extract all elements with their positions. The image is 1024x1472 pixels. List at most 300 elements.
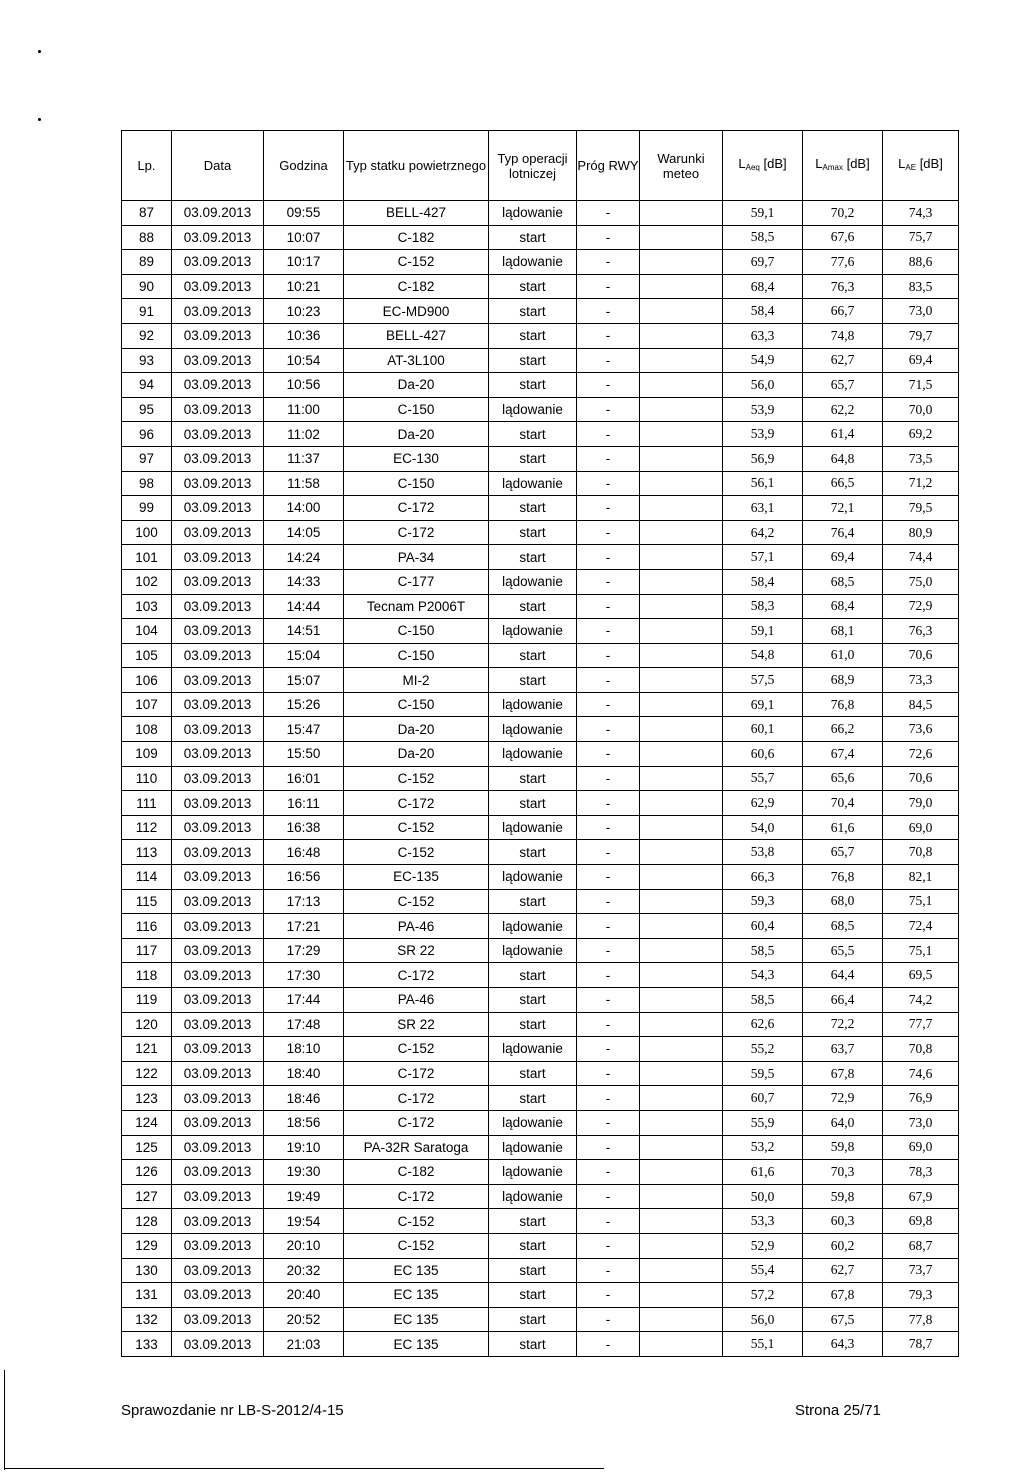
cell-prog: - <box>577 1307 640 1332</box>
cell-godzina: 11:58 <box>264 471 344 496</box>
cell-lp: 87 <box>122 201 172 226</box>
cell-lamax: 67,4 <box>803 742 883 767</box>
cell-prog: - <box>577 201 640 226</box>
cell-typ-operacji: start <box>489 889 577 914</box>
table-row <box>122 569 959 594</box>
cell-lamax: 68,0 <box>803 889 883 914</box>
cell-typ-statku: C-152 <box>344 889 489 914</box>
cell-data: 03.09.2013 <box>172 545 264 570</box>
cell-typ-operacji: lądowanie <box>489 938 577 963</box>
cell-typ-statku: C-150 <box>344 397 489 422</box>
cell-typ-statku: C-172 <box>344 1061 489 1086</box>
cell-typ-statku: Da-20 <box>344 742 489 767</box>
cell-data: 03.09.2013 <box>172 1086 264 1111</box>
cell-data: 03.09.2013 <box>172 299 264 324</box>
cell-typ-operacji: start <box>489 840 577 865</box>
cell-typ-operacji: lądowanie <box>489 1184 577 1209</box>
cell-lamax: 64,0 <box>803 1110 883 1135</box>
cell-lp: 112 <box>122 815 172 840</box>
cell-lae: 69,8 <box>883 1209 959 1234</box>
cell-warunki <box>640 963 723 988</box>
cell-lamax: 68,5 <box>803 569 883 594</box>
cell-lamax: 62,2 <box>803 397 883 422</box>
col-header-prog: Próg RWY <box>577 131 640 201</box>
cell-laeq: 60,7 <box>723 1086 803 1111</box>
cell-prog: - <box>577 963 640 988</box>
cell-prog: - <box>577 692 640 717</box>
cell-lae: 68,7 <box>883 1233 959 1258</box>
cell-prog: - <box>577 1258 640 1283</box>
cell-typ-operacji: start <box>489 323 577 348</box>
scan-speck <box>38 50 41 53</box>
cell-data: 03.09.2013 <box>172 1332 264 1357</box>
cell-lamax: 66,5 <box>803 471 883 496</box>
cell-godzina: 19:49 <box>264 1184 344 1209</box>
cell-laeq: 59,3 <box>723 889 803 914</box>
cell-typ-statku: C-172 <box>344 1086 489 1111</box>
table-row <box>122 865 959 890</box>
cell-lae: 74,6 <box>883 1061 959 1086</box>
cell-typ-statku: PA-32R Saratoga <box>344 1135 489 1160</box>
cell-warunki <box>640 496 723 521</box>
col-header-lae <box>883 131 959 201</box>
cell-godzina: 17:30 <box>264 963 344 988</box>
cell-warunki <box>640 840 723 865</box>
cell-lamax: 59,8 <box>803 1135 883 1160</box>
cell-prog: - <box>577 1332 640 1357</box>
table-row <box>122 643 959 668</box>
cell-laeq: 55,2 <box>723 1037 803 1062</box>
cell-lae: 83,5 <box>883 274 959 299</box>
cell-lae: 69,5 <box>883 963 959 988</box>
cell-godzina: 15:47 <box>264 717 344 742</box>
cell-godzina: 17:48 <box>264 1012 344 1037</box>
cell-lae: 78,7 <box>883 1332 959 1357</box>
cell-lp: 95 <box>122 397 172 422</box>
table-row <box>122 717 959 742</box>
cell-lae: 82,1 <box>883 865 959 890</box>
cell-typ-operacji: start <box>489 1061 577 1086</box>
cell-laeq: 68,4 <box>723 274 803 299</box>
cell-typ-operacji: start <box>489 963 577 988</box>
cell-godzina: 18:10 <box>264 1037 344 1062</box>
cell-lp: 88 <box>122 225 172 250</box>
table-row <box>122 692 959 717</box>
cell-typ-statku: BELL-427 <box>344 323 489 348</box>
cell-prog: - <box>577 471 640 496</box>
table-row <box>122 815 959 840</box>
cell-data: 03.09.2013 <box>172 348 264 373</box>
cell-data: 03.09.2013 <box>172 250 264 275</box>
cell-godzina: 19:30 <box>264 1160 344 1185</box>
cell-lamax: 67,8 <box>803 1061 883 1086</box>
cell-godzina: 19:54 <box>264 1209 344 1234</box>
cell-data: 03.09.2013 <box>172 1061 264 1086</box>
cell-warunki <box>640 643 723 668</box>
cell-data: 03.09.2013 <box>172 1258 264 1283</box>
cell-lae: 71,2 <box>883 471 959 496</box>
cell-warunki <box>640 938 723 963</box>
cell-prog: - <box>577 1160 640 1185</box>
cell-lamax: 64,4 <box>803 963 883 988</box>
cell-laeq: 58,3 <box>723 594 803 619</box>
cell-laeq: 54,8 <box>723 643 803 668</box>
cell-typ-operacji: lądowanie <box>489 865 577 890</box>
cell-godzina: 16:56 <box>264 865 344 890</box>
cell-lae: 79,3 <box>883 1283 959 1308</box>
cell-typ-operacji: start <box>489 348 577 373</box>
cell-typ-operacji: start <box>489 545 577 570</box>
cell-warunki <box>640 274 723 299</box>
cell-lamax: 67,8 <box>803 1283 883 1308</box>
cell-lae: 79,0 <box>883 791 959 816</box>
table-row <box>122 594 959 619</box>
cell-typ-operacji: start <box>489 422 577 447</box>
cell-laeq: 59,1 <box>723 201 803 226</box>
lamax-symbol: L <box>815 156 823 171</box>
cell-lae: 69,4 <box>883 348 959 373</box>
cell-lp: 90 <box>122 274 172 299</box>
cell-typ-operacji: start <box>489 1332 577 1357</box>
cell-typ-statku: C-172 <box>344 963 489 988</box>
cell-typ-operacji: lądowanie <box>489 569 577 594</box>
table-row <box>122 274 959 299</box>
cell-lp: 104 <box>122 619 172 644</box>
cell-lae: 73,6 <box>883 717 959 742</box>
cell-lae: 69,0 <box>883 815 959 840</box>
cell-typ-operacji: start <box>489 373 577 398</box>
table-row <box>122 840 959 865</box>
cell-godzina: 18:46 <box>264 1086 344 1111</box>
cell-lp: 99 <box>122 496 172 521</box>
scan-bottom-line <box>4 1468 604 1469</box>
cell-godzina: 14:44 <box>264 594 344 619</box>
table-row <box>122 938 959 963</box>
cell-data: 03.09.2013 <box>172 446 264 471</box>
cell-prog: - <box>577 422 640 447</box>
cell-warunki <box>640 1307 723 1332</box>
cell-laeq: 55,9 <box>723 1110 803 1135</box>
cell-lae: 73,7 <box>883 1258 959 1283</box>
cell-lae: 75,1 <box>883 938 959 963</box>
col-header-laeq <box>723 131 803 201</box>
cell-laeq: 53,3 <box>723 1209 803 1234</box>
cell-prog: - <box>577 815 640 840</box>
cell-lae: 75,0 <box>883 569 959 594</box>
cell-warunki <box>640 323 723 348</box>
cell-laeq: 50,0 <box>723 1184 803 1209</box>
cell-typ-statku: EC 135 <box>344 1258 489 1283</box>
laeq-unit: [dB] <box>759 156 787 171</box>
cell-typ-statku: C-150 <box>344 692 489 717</box>
cell-laeq: 58,4 <box>723 299 803 324</box>
cell-prog: - <box>577 348 640 373</box>
laeq-symbol: L <box>738 156 746 171</box>
cell-warunki <box>640 791 723 816</box>
table-row <box>122 545 959 570</box>
cell-typ-statku: C-152 <box>344 840 489 865</box>
cell-laeq: 58,5 <box>723 938 803 963</box>
cell-warunki <box>640 889 723 914</box>
cell-prog: - <box>577 594 640 619</box>
cell-lamax: 68,9 <box>803 668 883 693</box>
cell-lp: 125 <box>122 1135 172 1160</box>
cell-typ-statku: C-172 <box>344 496 489 521</box>
table-row <box>122 446 959 471</box>
cell-lamax: 72,9 <box>803 1086 883 1111</box>
cell-lae: 69,0 <box>883 1135 959 1160</box>
cell-prog: - <box>577 889 640 914</box>
cell-lp: 93 <box>122 348 172 373</box>
cell-typ-operacji: start <box>489 1233 577 1258</box>
cell-typ-statku: EC 135 <box>344 1283 489 1308</box>
cell-typ-operacji: start <box>489 1258 577 1283</box>
cell-data: 03.09.2013 <box>172 1209 264 1234</box>
cell-data: 03.09.2013 <box>172 1307 264 1332</box>
cell-lp: 101 <box>122 545 172 570</box>
cell-lp: 127 <box>122 1184 172 1209</box>
table-row <box>122 225 959 250</box>
cell-lamax: 65,5 <box>803 938 883 963</box>
cell-warunki <box>640 299 723 324</box>
table-row <box>122 520 959 545</box>
cell-prog: - <box>577 717 640 742</box>
cell-laeq: 66,3 <box>723 865 803 890</box>
cell-typ-operacji: start <box>489 643 577 668</box>
cell-typ-statku: C-182 <box>344 274 489 299</box>
cell-lp: 119 <box>122 988 172 1013</box>
cell-godzina: 11:02 <box>264 422 344 447</box>
table-row <box>122 496 959 521</box>
table-row <box>122 1110 959 1135</box>
cell-warunki <box>640 1184 723 1209</box>
cell-typ-operacji: lądowanie <box>489 201 577 226</box>
cell-typ-operacji: start <box>489 1086 577 1111</box>
table-row <box>122 889 959 914</box>
cell-lae: 69,2 <box>883 422 959 447</box>
cell-lp: 126 <box>122 1160 172 1185</box>
cell-lae: 70,0 <box>883 397 959 422</box>
cell-data: 03.09.2013 <box>172 1110 264 1135</box>
cell-prog: - <box>577 766 640 791</box>
cell-warunki <box>640 520 723 545</box>
cell-warunki <box>640 865 723 890</box>
lamax-unit: [dB] <box>842 156 870 171</box>
cell-lae: 80,9 <box>883 520 959 545</box>
cell-laeq: 56,0 <box>723 373 803 398</box>
cell-lp: 89 <box>122 250 172 275</box>
table-row <box>122 619 959 644</box>
cell-lamax: 65,7 <box>803 840 883 865</box>
cell-godzina: 15:07 <box>264 668 344 693</box>
cell-laeq: 60,4 <box>723 914 803 939</box>
cell-typ-statku: EC 135 <box>344 1332 489 1357</box>
cell-godzina: 10:23 <box>264 299 344 324</box>
cell-typ-statku: C-182 <box>344 225 489 250</box>
cell-lamax: 61,4 <box>803 422 883 447</box>
cell-lp: 129 <box>122 1233 172 1258</box>
cell-godzina: 17:44 <box>264 988 344 1013</box>
cell-data: 03.09.2013 <box>172 692 264 717</box>
cell-lp: 108 <box>122 717 172 742</box>
cell-lae: 72,4 <box>883 914 959 939</box>
cell-lp: 107 <box>122 692 172 717</box>
cell-prog: - <box>577 520 640 545</box>
scan-margin-line <box>4 1370 5 1470</box>
cell-lp: 120 <box>122 1012 172 1037</box>
cell-prog: - <box>577 1086 640 1111</box>
cell-lae: 75,1 <box>883 889 959 914</box>
cell-typ-statku: C-150 <box>344 643 489 668</box>
cell-laeq: 54,3 <box>723 963 803 988</box>
cell-typ-operacji: lądowanie <box>489 742 577 767</box>
cell-prog: - <box>577 742 640 767</box>
cell-typ-statku: C-152 <box>344 815 489 840</box>
cell-warunki <box>640 397 723 422</box>
cell-laeq: 57,2 <box>723 1283 803 1308</box>
cell-prog: - <box>577 1233 640 1258</box>
table-row <box>122 1307 959 1332</box>
cell-laeq: 59,5 <box>723 1061 803 1086</box>
cell-typ-statku: C-152 <box>344 766 489 791</box>
cell-godzina: 14:51 <box>264 619 344 644</box>
table-row <box>122 1086 959 1111</box>
cell-godzina: 10:07 <box>264 225 344 250</box>
table-row <box>122 742 959 767</box>
cell-prog: - <box>577 1209 640 1234</box>
cell-godzina: 18:56 <box>264 1110 344 1135</box>
cell-godzina: 21:03 <box>264 1332 344 1357</box>
cell-warunki <box>640 914 723 939</box>
table-row <box>122 397 959 422</box>
cell-lp: 124 <box>122 1110 172 1135</box>
cell-lamax: 70,2 <box>803 201 883 226</box>
cell-lp: 96 <box>122 422 172 447</box>
table-row <box>122 914 959 939</box>
col-header-lp: Lp. <box>122 131 172 201</box>
cell-godzina: 10:21 <box>264 274 344 299</box>
table-row <box>122 299 959 324</box>
cell-lamax: 67,5 <box>803 1307 883 1332</box>
cell-lp: 91 <box>122 299 172 324</box>
cell-lae: 70,8 <box>883 840 959 865</box>
cell-typ-statku: EC-130 <box>344 446 489 471</box>
table-row <box>122 988 959 1013</box>
cell-data: 03.09.2013 <box>172 1283 264 1308</box>
cell-laeq: 62,6 <box>723 1012 803 1037</box>
cell-lamax: 76,8 <box>803 692 883 717</box>
cell-data: 03.09.2013 <box>172 594 264 619</box>
cell-godzina: 20:52 <box>264 1307 344 1332</box>
cell-typ-operacji: lądowanie <box>489 471 577 496</box>
table-row <box>122 791 959 816</box>
cell-lae: 88,6 <box>883 250 959 275</box>
cell-lamax: 59,8 <box>803 1184 883 1209</box>
cell-godzina: 20:32 <box>264 1258 344 1283</box>
scan-speck <box>38 118 41 121</box>
cell-prog: - <box>577 569 640 594</box>
cell-typ-operacji: start <box>489 520 577 545</box>
cell-lp: 128 <box>122 1209 172 1234</box>
cell-laeq: 62,9 <box>723 791 803 816</box>
cell-lamax: 66,7 <box>803 299 883 324</box>
cell-warunki <box>640 988 723 1013</box>
cell-typ-statku: C-152 <box>344 1209 489 1234</box>
cell-typ-operacji: start <box>489 791 577 816</box>
cell-typ-operacji: start <box>489 668 577 693</box>
cell-laeq: 64,2 <box>723 520 803 545</box>
cell-lae: 74,4 <box>883 545 959 570</box>
cell-data: 03.09.2013 <box>172 742 264 767</box>
cell-typ-statku: Da-20 <box>344 373 489 398</box>
table-row <box>122 1184 959 1209</box>
cell-godzina: 11:00 <box>264 397 344 422</box>
cell-laeq: 58,5 <box>723 225 803 250</box>
cell-typ-operacji: start <box>489 274 577 299</box>
cell-lae: 72,6 <box>883 742 959 767</box>
cell-prog: - <box>577 1037 640 1062</box>
cell-laeq: 56,9 <box>723 446 803 471</box>
cell-godzina: 10:54 <box>264 348 344 373</box>
cell-lamax: 69,4 <box>803 545 883 570</box>
cell-warunki <box>640 422 723 447</box>
cell-lp: 121 <box>122 1037 172 1062</box>
cell-lae: 70,6 <box>883 643 959 668</box>
cell-warunki <box>640 1110 723 1135</box>
cell-prog: - <box>577 1283 640 1308</box>
cell-typ-operacji: lądowanie <box>489 815 577 840</box>
cell-warunki <box>640 250 723 275</box>
cell-typ-operacji: start <box>489 594 577 619</box>
cell-lae: 70,8 <box>883 1037 959 1062</box>
cell-lae: 73,5 <box>883 446 959 471</box>
cell-lamax: 67,6 <box>803 225 883 250</box>
cell-lamax: 77,6 <box>803 250 883 275</box>
cell-data: 03.09.2013 <box>172 422 264 447</box>
cell-godzina: 19:10 <box>264 1135 344 1160</box>
cell-typ-operacji: start <box>489 1012 577 1037</box>
cell-godzina: 15:26 <box>264 692 344 717</box>
cell-godzina: 16:38 <box>264 815 344 840</box>
cell-typ-operacji: start <box>489 766 577 791</box>
cell-lp: 97 <box>122 446 172 471</box>
cell-laeq: 54,0 <box>723 815 803 840</box>
cell-lp: 131 <box>122 1283 172 1308</box>
cell-godzina: 14:05 <box>264 520 344 545</box>
cell-lae: 70,6 <box>883 766 959 791</box>
table-row <box>122 373 959 398</box>
cell-prog: - <box>577 938 640 963</box>
cell-prog: - <box>577 914 640 939</box>
cell-lp: 113 <box>122 840 172 865</box>
table-row <box>122 1233 959 1258</box>
cell-lae: 79,7 <box>883 323 959 348</box>
cell-lp: 110 <box>122 766 172 791</box>
cell-lp: 111 <box>122 791 172 816</box>
cell-typ-statku: C-152 <box>344 1233 489 1258</box>
table-row <box>122 323 959 348</box>
cell-data: 03.09.2013 <box>172 397 264 422</box>
cell-lp: 105 <box>122 643 172 668</box>
cell-data: 03.09.2013 <box>172 471 264 496</box>
cell-lamax: 66,2 <box>803 717 883 742</box>
laeq-subscript: Aeq <box>745 163 760 172</box>
cell-godzina: 14:00 <box>264 496 344 521</box>
cell-data: 03.09.2013 <box>172 323 264 348</box>
cell-prog: - <box>577 299 640 324</box>
cell-typ-operacji: start <box>489 988 577 1013</box>
col-header-warunki: Warunki meteo <box>640 131 723 201</box>
